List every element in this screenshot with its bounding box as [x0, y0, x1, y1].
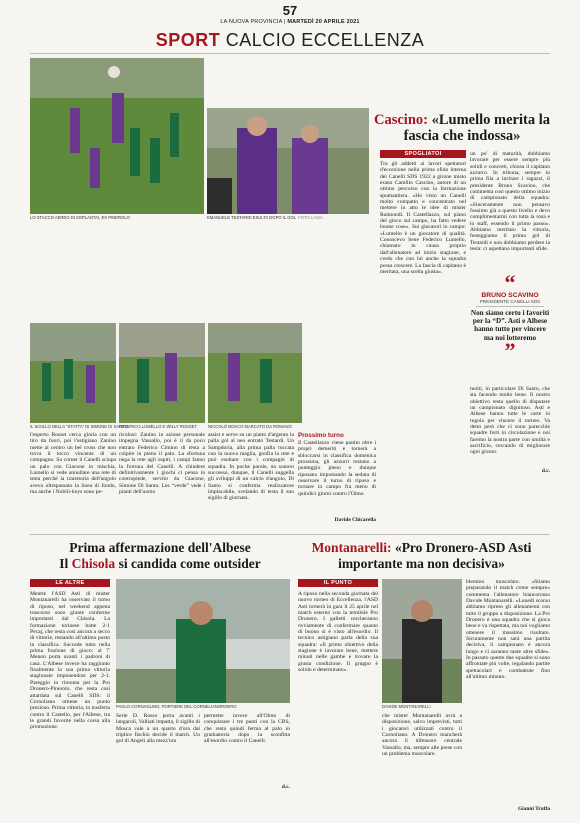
- issue-date: MARTEDÌ 20 APRILE 2021: [287, 19, 360, 25]
- middle-divider: [30, 534, 550, 535]
- photo-soplantai: [30, 58, 204, 214]
- caption-testardi: [207, 215, 369, 220]
- rubric-le-altre: LE ALTRE: [30, 579, 110, 587]
- caption-soplantai: LO STACCO AEREO DI SOPLANTAI, EX PINEROLO: [30, 215, 130, 220]
- albese-headline-chisola: Chisola: [71, 556, 116, 571]
- cascino-headline-name: Cascino:: [374, 112, 428, 128]
- quote-divider: [476, 306, 544, 307]
- albese-column-1: Mentre l'ASD Asti di mister Montanarelli ha osservato il turno di riposo, nel weekend appena trascorso sono giunte conferme importanti dal Chisola. La formazione torinese batte 2-1 Pecaj, che resta così ancora a secco di vittorie, restando all'ultimo posto in classifica. Succede tutto nella prima frazione di gioco: al 7' Menon porta avanti i padroni di casa. L'Albese invece ha raggiunto finalmente la sua prima vittoria stagionale imponendosi per 2-1. Pareggio in rimonta per la Pro Dronero-Pinerolo, che resta così attardata sul Canelli SDS: il Cornoliano ottiene un punto prezioso. Prima vittoria, in trasferta contro il Castello, per l'Albese, tra le grandi favorite nella corsa alla promozione.: [30, 591, 110, 731]
- photo-credit: FOTO LASIA: [298, 215, 323, 220]
- montanarelli-signature: Gianni Truffa: [517, 806, 550, 812]
- photo-montanarelli: [382, 579, 462, 703]
- match-column-2: ricolosi: Zanino in azione personale impegna Vassallo, poi è il da poco entrato Federico Cimino di testa a colpire in pieno il palo. La sfortuna nega la rete agli ospiti, i campi fanno la fortuna del Canelli. A chiudere definitivamente i giochi ci pensa in contropiede, servito da Giacone, Simone Di Santo. Les “verde” vede i pianti dell'uomo: [119, 432, 205, 496]
- albese-signature: d.c.: [281, 784, 290, 790]
- cascino-column-3: molti, in particolare Di Santo, che sta facendo molto bene. Il nostro obiettivo resta quello di disputare un campionato dignitoso. Asti e Albese hanno tutte le carte in regola per vincere il torneo. Va detto però che ci sono parecchie squadre forti in circolazione e noi faremo la nostra parte con umiltà e sacrificio, cercando di migliorare ogni giorno.: [470, 386, 550, 456]
- header-divider: [30, 53, 550, 54]
- quote-role: PRESIDENTE CANELLI SDS: [479, 299, 541, 304]
- albese-column-2: Serie D. Rosso porta avanti i langaroli, Valliati impatta, il sigillo di Mosca vale a un quarto d'ora dal triplice fischio decide il match. Un gol di Angeli alla mezz'ora: [116, 713, 200, 745]
- dateline-separator: |: [283, 19, 286, 25]
- albese-headline-line1: Prima affermazione dell'Albese: [69, 540, 251, 555]
- caption-testardi-text: EMANUELE TESTARDI ESULTA DOPO IL GOL: [207, 215, 297, 220]
- montanarelli-column-1: A riposo nella seconda giornata del nuovo torneo di Eccellenza, l'ASD Asti tornerà in gara il 25 aprile nel match esterno con la temibile Pro Dronero. I galletti cercheranno ovviamente di confermare quanto di buono si è visto all'esordio. Il tecnico astigiano parla della sua squadra: «Il primo obiettivo della stagione è lavorare bene, mettere minuti nelle gambe e trovare la giusta condizione. Il gruppo è solido e determinato».: [298, 591, 378, 674]
- cascino-signature: d.c.: [541, 468, 550, 474]
- montanarelli-headline-quote: «Pro Dronero-ASD Asti importante ma non decisiva»: [338, 540, 532, 571]
- prossimo-turno-title: Prossimo turno: [298, 432, 344, 439]
- montanarelli-column-2: che mister Montanarelli avrà a disposizione, salvo imprevisti, tutti i giocatori utilizzati contro il Cornoliano. A Dronero mancherà ancora il difensore centrale Vassallo, ma, sempre alle prese con un problema muscolare.: [382, 713, 462, 758]
- caption-di-santo: IL SIGILLO DELLA “STATTA” DI SIMONE DI SANTO: [30, 424, 128, 429]
- dateline: [0, 19, 580, 25]
- caption-lumello-rosset: FEDERICO LUMELLO E WILLY ROSSET: [119, 424, 198, 429]
- match-column-3: assist e serve su un piatto d'argento la palla gol al neo entrato Testardi. Un Sampdoria, alla prima palla toccata con la nuova maglia, gonfia la rete e può esultare con i compagni di squadra. In poche parole, un sonoro successo, dunque, il Canelli suggella gli sviluppi di un calcio d'angolo, Di Santo si conferma realizzatore implacabile, svelando di testa il suo sigillo di giornata.: [208, 432, 294, 502]
- quote-text: Non siamo certo i favoriti per la “D”. Asti e Albese hanno tutto per vincere ma noi lotteremo: [470, 309, 550, 342]
- caption-montanarelli: DAVIDE MONTANARELLI: [382, 704, 431, 709]
- quote-open-icon: “: [504, 270, 516, 295]
- albese-column-3: permette invece all'Olmo di conquistare i tre punti con la CBS, che resta quindi ferma al palo in graduatoria dopo la sconfitta all'esordio contro il Canelli.: [204, 713, 290, 745]
- montanarelli-headline: [293, 540, 550, 572]
- photo-cornaglino: [116, 579, 290, 703]
- cascino-column-2: un po' di maturità, dobbiamo lavorare per essere sempre più solidi e concreti, chiosa il capitano azzurro. In tribuna, sempre in prima fila a incitare i ragazzi, il presidente Bruno Scavino, che commenta così questo ottimo inizio di campionato della squadra: «Sinceramente non pensavo fossimo già a questo livello e devo complimentarmi con tutta la rosa e lo staff, essendo il primo passo». Abbiamo meritato la vittoria, festeggiamo il primo gol di Testardi e non dobbiamo perdere la testa: ci aspettano importanti sfide.: [470, 151, 550, 253]
- photo-di-santo: [30, 323, 116, 423]
- photo-testardi: [207, 108, 369, 214]
- section-subtitle: CALCIO ECCELLENZA: [225, 30, 425, 50]
- newspaper-name: LA NUOVA PROVINCIA: [220, 19, 283, 25]
- section-sport: SPORT: [155, 30, 221, 50]
- montanarelli-headline-name: Montanarelli:: [311, 540, 392, 555]
- photo-bosco: [208, 323, 302, 423]
- albese-headline: [30, 540, 290, 572]
- section-title: [0, 30, 580, 51]
- rubric-spogliatoi: SPOGLIATOI: [380, 150, 466, 158]
- match-signature: Davide Chicarella: [334, 517, 376, 523]
- albese-headline-rest: si candida come outsider: [118, 556, 261, 571]
- caption-cornaglino: PAOLO CORNAGLINO, PORTIERE DEL CORNELIANOROERO: [116, 704, 237, 709]
- albese-headline-line2: [30, 556, 290, 572]
- quote-name: BRUNO SCAVINO: [481, 292, 539, 299]
- page-number: 57: [282, 3, 298, 18]
- cascino-headline-quote: «Lumello merita la fascia che indossa»: [403, 112, 551, 144]
- quote-close-icon: ”: [504, 337, 516, 363]
- cascino-column-1: Tra gli addetti ai lavori spettatori d'eccezione nella prima sfida interna del Canelli SDS 1922 a girone misto erano Camillo Cascino, autore di un ottimo percorso con la formazione spumantiera. «Ho visto un Canelli molto compatto e concentrato nel mettere in atto le idee di mister Raimondi. Il Castellazzo, sul piano del gioco sul campo, ha fatto vedere buone cose». Sui giocatori in campo: «Lumello è un giocatore di qualità. Conoscevo bene Federico Lumello, chiamato in causa proprio dall'allenatore ad inizio stagione, e credo che con lui anche la squadra possa crescere. La fascia di capitano è meritata, una scelta giusta».: [380, 161, 466, 275]
- albese-headline-pre: Il: [59, 556, 69, 571]
- cascino-headline: [374, 112, 550, 144]
- rubric-il-punto: IL PUNTO: [298, 579, 378, 587]
- caption-bosco: NICCOLÒ BOSCO MARCATO DA ROMANO: [208, 424, 292, 429]
- quote-box: [470, 270, 550, 384]
- match-column-1: l'esperto Rosset cerca gloria con un tiro da fuori, poi l'ustigiano Zanino mette al centro un bel cross che non trova il tocco vincente di un compagno. Su corner il Canelli sciupa un palo con Giacone in mischia, Lumello si vede annullare una rete di testa perché la traiettoria dell'angolo aveva oltrepassato la linea di fondo, ma anche i Nobili-boys sono pe-: [30, 432, 116, 496]
- montanarelli-column-3: blemino muscolare. «Stiamo preparando il match come sempre» commenta l'allenatore biancorosso Davide Montanarelli. «Lunedì scorso abbiamo ripreso gli allenamenti con tutto il gruppo a disposizione. La Pro Dronero è una squadra che si gioca bene e va rispettata, ma noi vogliamo ottenere il massimo risultato. Sicuramente non sarà una partita decisiva, il campionato è ancora lungo e ci saranno tante altre sfide». In passato queste due squadre si sono affrontate più volte, regalando partite spettacolari e combattute fino all'ultimo minuto.: [466, 579, 550, 681]
- photo-lumello-rosset: [119, 323, 205, 423]
- prossimo-turno-text: Il Castellazzo viene punito oltre i propri demeriti e tornerà a sbloccarsi in classifica domenica prossima, gli azzurri restano a punteggio pieno e dunque riposano impostando la seduta di osservare il turno di riposo e tornare in campo fra meno di quindici giorni contro l'Olmo.: [298, 440, 376, 497]
